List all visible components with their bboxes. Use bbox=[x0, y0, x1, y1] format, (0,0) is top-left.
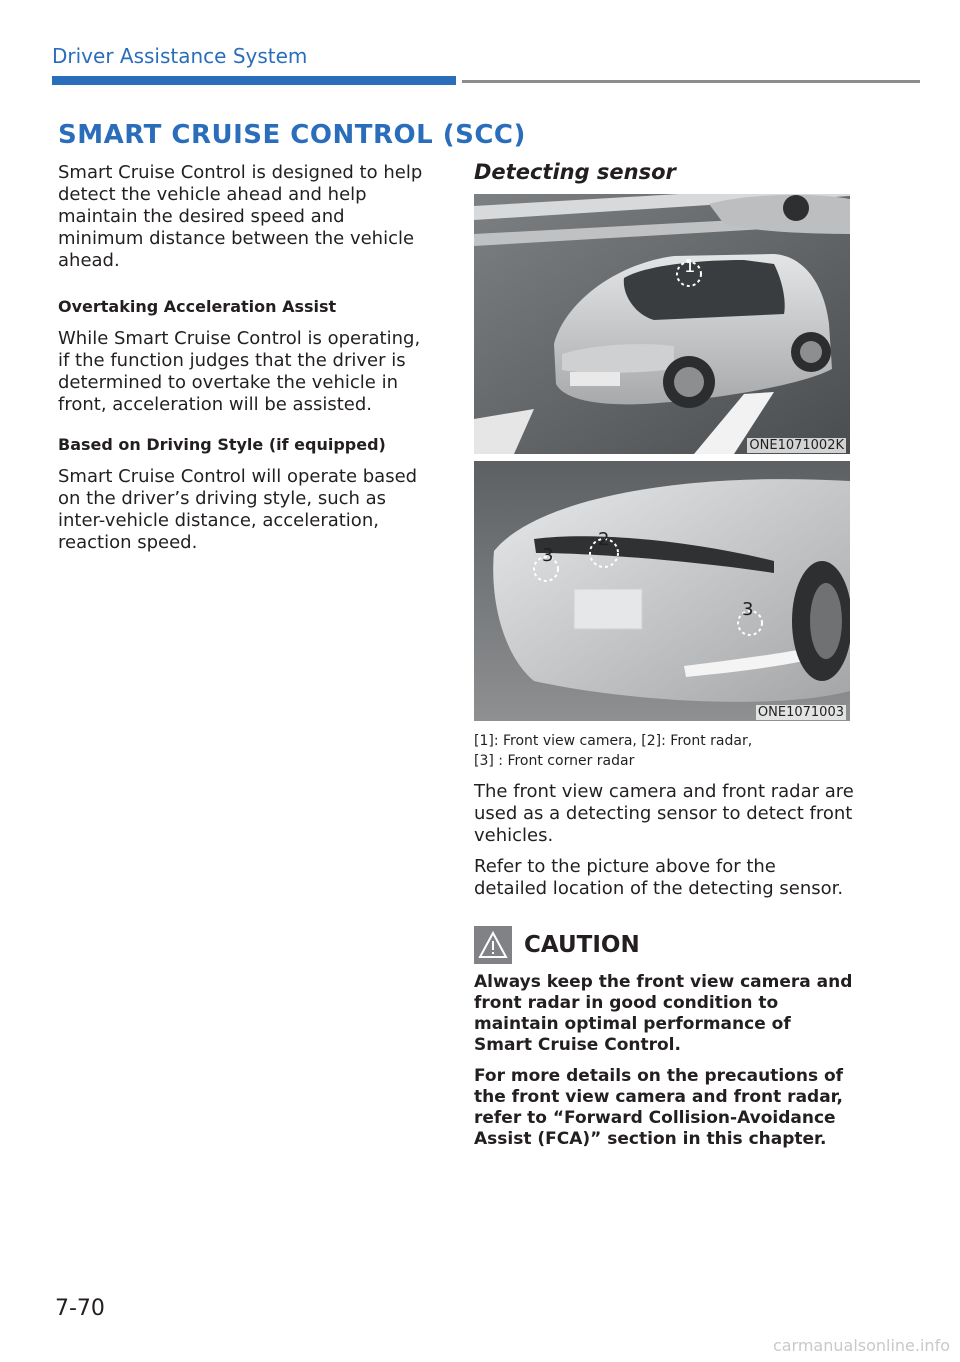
caution-paragraph-2: For more details on the precautions of the front view camera and front radar, refer to “Forward Collision-Avoidance Assist (FCA)” section in this chapter. bbox=[474, 1066, 844, 1149]
detecting-sensor-heading: Detecting sensor bbox=[474, 160, 676, 184]
intro-paragraph: Smart Cruise Control is designed to help detect the vehicle ahead and help maintain the desired speed and minimum distance between the vehicle ahead. bbox=[58, 162, 423, 271]
sensor-label-1: 1 bbox=[684, 256, 696, 277]
header-rule-blue bbox=[52, 76, 456, 85]
figure-vehicle-camera bbox=[474, 194, 850, 454]
bumper-illustration bbox=[474, 461, 850, 721]
header-rule-grey bbox=[462, 80, 920, 83]
figure-caption-line-1: [1]: Front view camera, [2]: Front radar, bbox=[474, 733, 753, 749]
overtaking-heading: Overtaking Acceleration Assist bbox=[58, 297, 337, 316]
vehicle-illustration bbox=[474, 194, 850, 454]
sensor-label-2: 2 bbox=[598, 529, 610, 550]
figure-code-1: ONE1071002K bbox=[749, 438, 844, 453]
left-column bbox=[58, 162, 428, 554]
running-header: Driver Assistance System bbox=[52, 44, 308, 68]
figure-code-2: ONE1071003 bbox=[757, 705, 844, 720]
overtaking-paragraph: While Smart Cruise Control is operating, if the function judges that the driver is determined to overtake the vehicle in front, acceleration will be assisted. bbox=[58, 328, 421, 415]
caution-paragraph-1: Always keep the front view camera and front radar in good condition to maintain optimal performance of Smart Cruise Control. bbox=[474, 972, 853, 1055]
driving-style-paragraph: Smart Cruise Control will operate based on the driver’s driving style, such as inter-vehicle distance, acceleration, reaction speed. bbox=[58, 466, 418, 553]
figure-caption-line-2: [3] : Front corner radar bbox=[474, 753, 635, 769]
watermark: carmanualsonline.info bbox=[772, 1336, 950, 1355]
right-column bbox=[474, 160, 854, 1160]
sensor-paragraph-2: Refer to the picture above for the detailed location of the detecting sensor. bbox=[474, 856, 844, 899]
caution-label: CAUTION bbox=[524, 932, 640, 958]
sensor-label-3-left: 3 bbox=[542, 545, 554, 566]
caution-header bbox=[474, 926, 854, 964]
driving-style-heading: Based on Driving Style (if equipped) bbox=[58, 435, 386, 454]
sensor-description bbox=[474, 781, 854, 900]
sensor-label-3-right: 3 bbox=[742, 599, 754, 620]
figure-vehicle-radar bbox=[474, 461, 850, 721]
page-number: 7-70 bbox=[55, 1296, 105, 1321]
sensor-paragraph-1: The front view camera and front radar are used as a detecting sensor to detect front vehicles. bbox=[474, 781, 854, 846]
warning-triangle-icon bbox=[474, 926, 512, 964]
section-title: SMART CRUISE CONTROL (SCC) bbox=[58, 120, 526, 150]
